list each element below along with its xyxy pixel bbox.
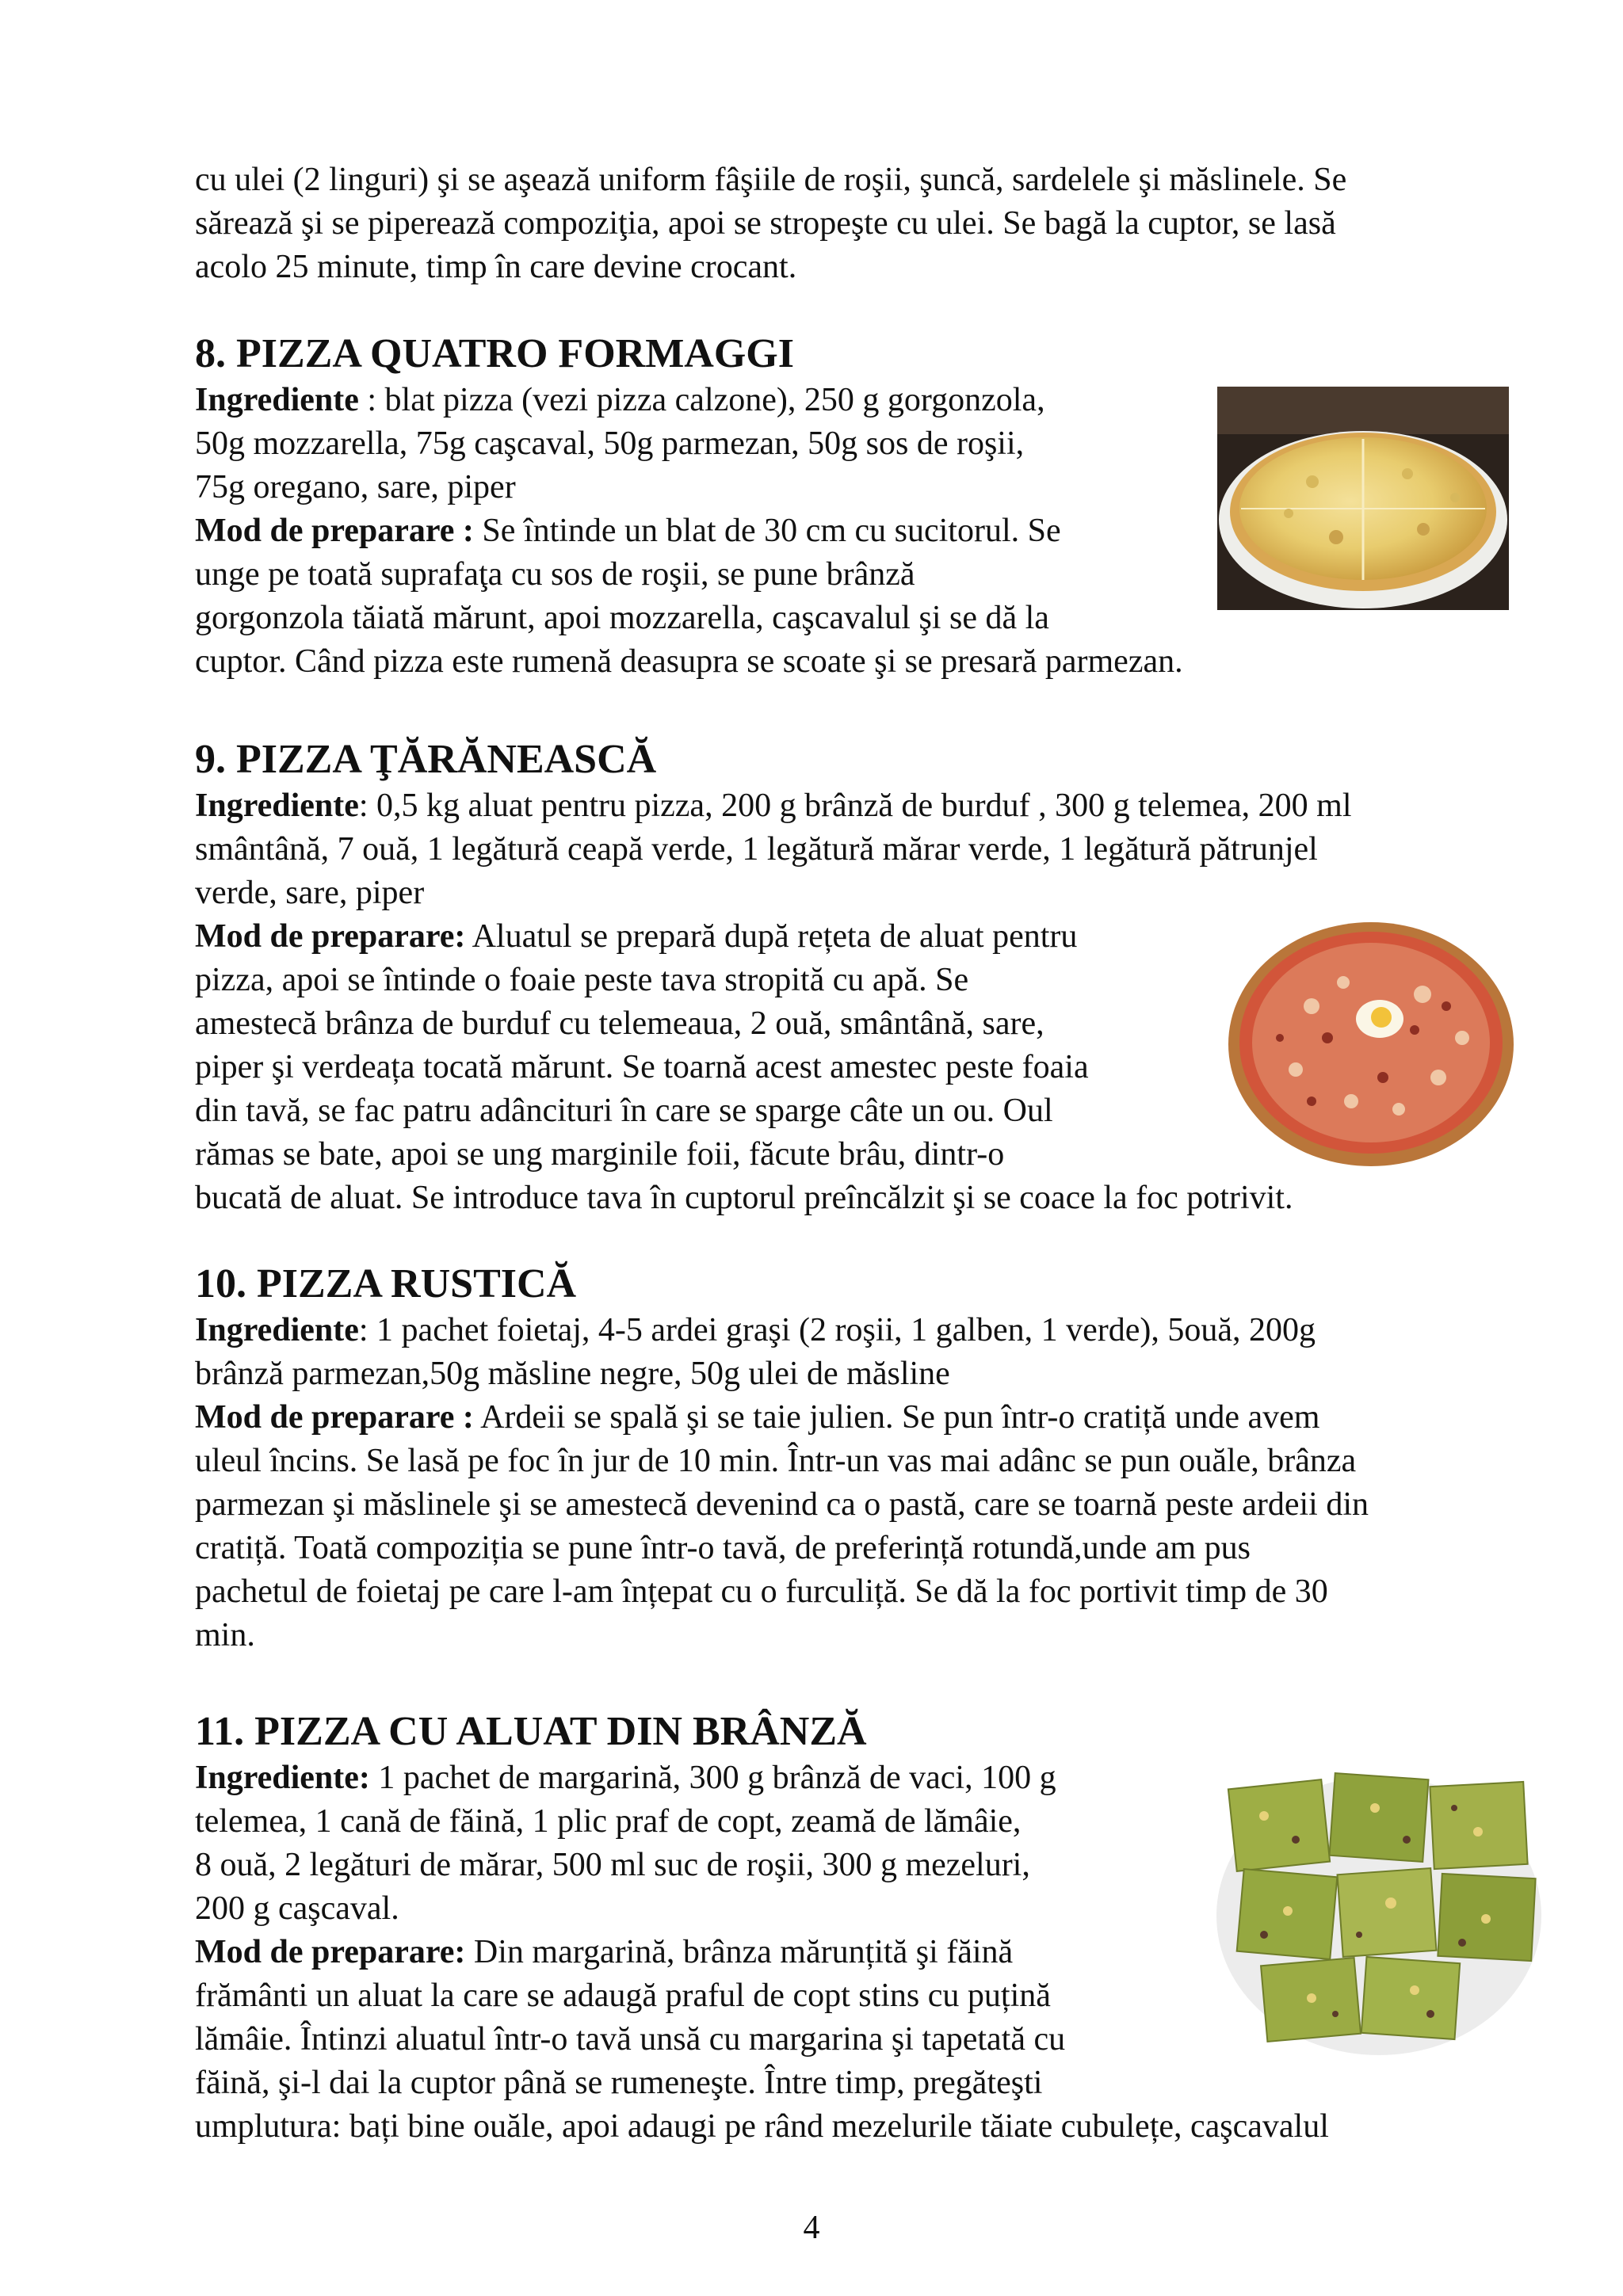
method-label: Mod de preparare : bbox=[195, 1399, 474, 1436]
ingredients-line: verde, sare, piper bbox=[195, 875, 425, 911]
method-text: Ardeii se spală şi se taie julien. Se pun într-o cratiță unde avem bbox=[473, 1399, 1320, 1436]
recipe-title: 9. PIZZA ŢĂRĂNEASCĂ bbox=[195, 737, 657, 782]
ingredients-label: Ingrediente bbox=[195, 382, 359, 418]
method-line: piper şi verdeața tocată mărunt. Se toarnă acest amestec peste foaia bbox=[195, 1049, 1089, 1085]
recipe-title: 8. PIZZA QUATRO FORMAGGI bbox=[195, 331, 794, 376]
ingredients-line: brânză parmezan,50g măsline negre, 50g ulei de măsline bbox=[195, 1356, 950, 1392]
method-line: unge pe toată suprafaţa cu sos de roşii, se pune brânză bbox=[195, 556, 915, 593]
method-line: umplutura: bați bine ouăle, apoi adaugi pe rând mezelurile tăiate cubulețe, caşcavalul bbox=[195, 2108, 1329, 2145]
ingredients-text: : 1 pachet foietaj, 4-5 ardei graşi (2 roşii, 1 galben, 1 verde), 5ouă, 200g bbox=[358, 1312, 1316, 1348]
ingredients-line: 75g oregano, sare, piper bbox=[195, 469, 516, 505]
recipe-section-10 bbox=[195, 1260, 1558, 1657]
page-number: 4 bbox=[803, 2210, 820, 2246]
intro-line: sărează şi se piperează compoziţia, apoi se stropeşte cu ulei. Se bagă la cuptor, se lasă bbox=[195, 205, 1336, 242]
ingredients-line: 200 g caşcaval. bbox=[195, 1890, 399, 1927]
recipe-title: 10. PIZZA RUSTICĂ bbox=[195, 1261, 577, 1306]
recipe-title: 11. PIZZA CU ALUAT DIN BRÂNZĂ bbox=[195, 1709, 867, 1754]
method-label: Mod de preparare: bbox=[195, 1934, 466, 1970]
method-line: frământi un aluat la care se adaugă praful de copt stins cu puțină bbox=[195, 1978, 1051, 2014]
method-line: cuptor. Când pizza este rumenă deasupra se scoate şi se presară parmezan. bbox=[195, 643, 1183, 680]
method-line: gorgonzola tăiată mărunt, apoi mozzarella, caşcavalul şi se dă la bbox=[195, 600, 1049, 636]
method-line: lămâie. Întinzi aluatul într-o tavă unsă cu margarina şi tapetată cu bbox=[195, 2021, 1066, 2058]
ingredients-line: 50g mozzarella, 75g caşcaval, 50g parmezan, 50g sos de roşii, bbox=[195, 425, 1025, 462]
ingredients-line: telemea, 1 cană de făină, 1 plic praf de copt, zeamă de lămâie, bbox=[195, 1803, 1022, 1840]
method-text: Din margarină, brânza mărunțită şi făină bbox=[465, 1934, 1014, 1970]
method-line: pizza, apoi se întinde o foaie peste tava stropită cu apă. Se bbox=[195, 962, 969, 998]
ingredients-text: 1 pachet de margarină, 300 g brânză de vaci, 100 g bbox=[369, 1760, 1056, 1796]
pizza-aluat-branza-photo bbox=[1216, 1760, 1541, 2055]
method-line: rămas se bate, apoi se ung marginile foii, făcute brâu, dintr-o bbox=[195, 1136, 1005, 1173]
method-text: Aluatul se prepară după rețeta de aluat pentru bbox=[465, 918, 1078, 955]
ingredients-line: 8 ouă, 2 legături de mărar, 500 ml suc de roşii, 300 g mezeluri, bbox=[195, 1847, 1030, 1883]
intro-paragraph bbox=[195, 158, 1558, 289]
method-line: cratiță. Toată compoziția se pune într-o tavă, de preferință rotundă,unde am pus bbox=[195, 1530, 1251, 1566]
pizza-quattro-formaggi-photo bbox=[1217, 387, 1509, 610]
method-line: uleul încins. Se lasă pe foc în jur de 10 min. Într-un vas mai adânc se pun ouăle, brânza bbox=[195, 1443, 1357, 1479]
method-text: Se întinde un blat de 30 cm cu sucitorul. Se bbox=[473, 513, 1061, 549]
intro-line: cu ulei (2 linguri) şi se aşează uniform fâşiile de roşii, şuncă, sardelele şi măslinele. Se bbox=[195, 162, 1347, 198]
method-label: Mod de preparare: bbox=[195, 918, 466, 955]
ingredients-label: Ingrediente: bbox=[195, 1760, 370, 1796]
ingredients-text: : blat pizza (vezi pizza calzone), 250 g gorgonzola, bbox=[358, 382, 1045, 418]
ingredients-line: smântână, 7 ouă, 1 legătură ceapă verde, 1 legătură mărar verde, 1 legătură pătrunjel bbox=[195, 831, 1318, 868]
method-label: Mod de preparare : bbox=[195, 513, 474, 549]
method-line: min. bbox=[195, 1617, 255, 1653]
method-line: bucată de aluat. Se introduce tava în cuptorul preîncălzit şi se coace la foc potrivit. bbox=[195, 1180, 1293, 1216]
method-line: pachetul de foietaj pe care l-am înțepat cu o furculiță. Se dă la foc portivit timp de 30 bbox=[195, 1573, 1328, 1610]
ingredients-text: : 0,5 kg aluat pentru pizza, 200 g brânză de burduf , 300 g telemea, 200 ml bbox=[358, 788, 1352, 824]
pizza-taraneasca-photo bbox=[1224, 919, 1518, 1169]
method-line: făină, şi-l dai la cuptor până se rumeneşte. Între timp, pregăteşti bbox=[195, 2065, 1043, 2101]
ingredients-label: Ingrediente bbox=[195, 1312, 359, 1348]
method-line: amestecă brânza de burduf cu telemeaua, 2 ouă, smântână, sare, bbox=[195, 1005, 1044, 1042]
method-line: din tavă, se fac patru adâncituri în care se sparge câte un ou. Oul bbox=[195, 1093, 1053, 1129]
intro-line: acolo 25 minute, timp în care devine crocant. bbox=[195, 249, 797, 285]
method-line: parmezan şi măslinele şi se amestecă devenind ca o pastă, care se toarnă peste ardeii din bbox=[195, 1486, 1369, 1523]
ingredients-label: Ingrediente bbox=[195, 788, 359, 824]
